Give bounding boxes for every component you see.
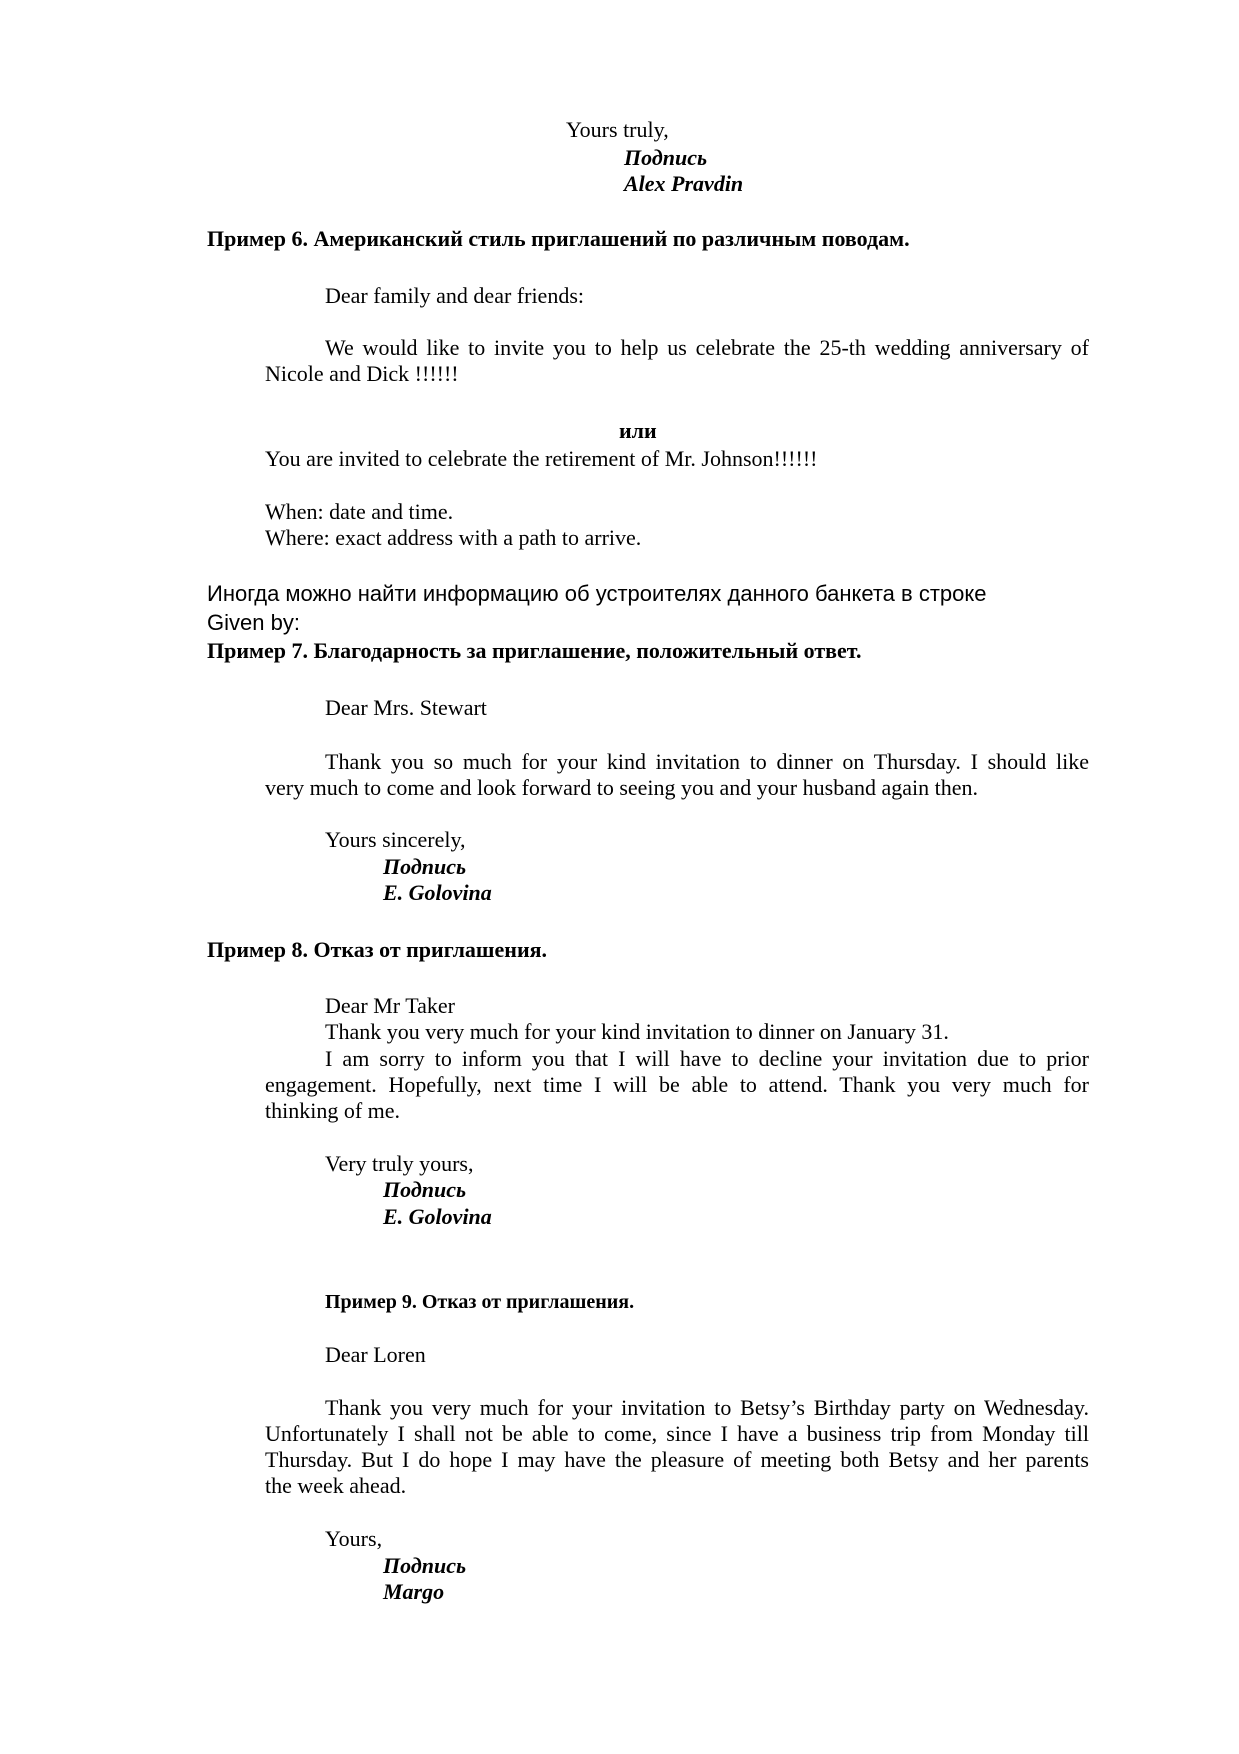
or-separator: или bbox=[619, 418, 657, 443]
note-text-line: Иногда можно найти информацию об устроителях данного банкета в строке bbox=[207, 581, 987, 606]
body-text-line: very much to come and look forward to seeing you and your husband again then. bbox=[265, 775, 978, 800]
salutation: Dear family and dear friends: bbox=[325, 283, 584, 308]
body-text-line: Unfortunately I shall not be able to come, since I have a business trip from Monday till bbox=[265, 1421, 1089, 1446]
signer-name: E. Golovina bbox=[383, 1204, 492, 1229]
section-heading-example-9: Пример 9. Отказ от приглашения. bbox=[325, 1291, 635, 1313]
body-text-line: Thank you very much for your invitation to Betsy’s Birthday party on Wednesday. bbox=[325, 1395, 1089, 1420]
salutation: Dear Mrs. Stewart bbox=[325, 695, 487, 720]
body-text-line: the week ahead. bbox=[265, 1473, 407, 1498]
section-heading-example-7: Пример 7. Благодарность за приглашение, положительный ответ. bbox=[207, 638, 862, 663]
closing-valediction: Very truly yours, bbox=[325, 1151, 474, 1176]
signature-label: Подпись bbox=[383, 1553, 467, 1578]
signer-name: Alex Pravdin bbox=[624, 171, 744, 196]
closing-valediction: Yours truly, bbox=[566, 117, 669, 142]
body-text-line: Nicole and Dick !!!!!! bbox=[265, 361, 459, 386]
body-text-line: I am sorry to inform you that I will have to decline your invitation due to prior bbox=[325, 1046, 1089, 1071]
body-text-line: thinking of me. bbox=[265, 1098, 401, 1123]
signature-label: Подпись bbox=[383, 854, 467, 879]
section-heading-example-6: Пример 6. Американский стиль приглашений по различным поводам. bbox=[207, 226, 910, 251]
closing-valediction: Yours sincerely, bbox=[325, 827, 466, 852]
salutation: Dear Mr Taker bbox=[325, 993, 455, 1018]
signature-label: Подпись bbox=[383, 1177, 467, 1202]
closing-valediction: Yours, bbox=[325, 1526, 383, 1551]
body-text-line: engagement. Hopefully, next time I will be able to attend. Thank you very much for bbox=[265, 1072, 1089, 1097]
body-text-line: We would like to invite you to help us celebrate the 25-th wedding anniversary of bbox=[325, 335, 1089, 360]
when-line: When: date and time. bbox=[265, 499, 454, 524]
note-text-line: Given by: bbox=[207, 610, 300, 635]
section-heading-example-8: Пример 8. Отказ от приглашения. bbox=[207, 937, 548, 962]
body-text-line: Thursday. But I do hope I may have the pleasure of meeting both Betsy and her parents bbox=[265, 1447, 1089, 1472]
body-text-line: Thank you very much for your kind invitation to dinner on January 31. bbox=[325, 1019, 949, 1044]
signer-name: Margo bbox=[383, 1579, 445, 1604]
where-line: Where: exact address with a path to arrive. bbox=[265, 525, 642, 550]
body-text-line: Thank you so much for your kind invitation to dinner on Thursday. I should like bbox=[325, 749, 1089, 774]
signature-label: Подпись bbox=[624, 145, 708, 170]
body-text-line: You are invited to celebrate the retirement of Mr. Johnson!!!!!! bbox=[265, 446, 818, 471]
signer-name: E. Golovina bbox=[383, 880, 492, 905]
salutation: Dear Loren bbox=[325, 1342, 426, 1367]
